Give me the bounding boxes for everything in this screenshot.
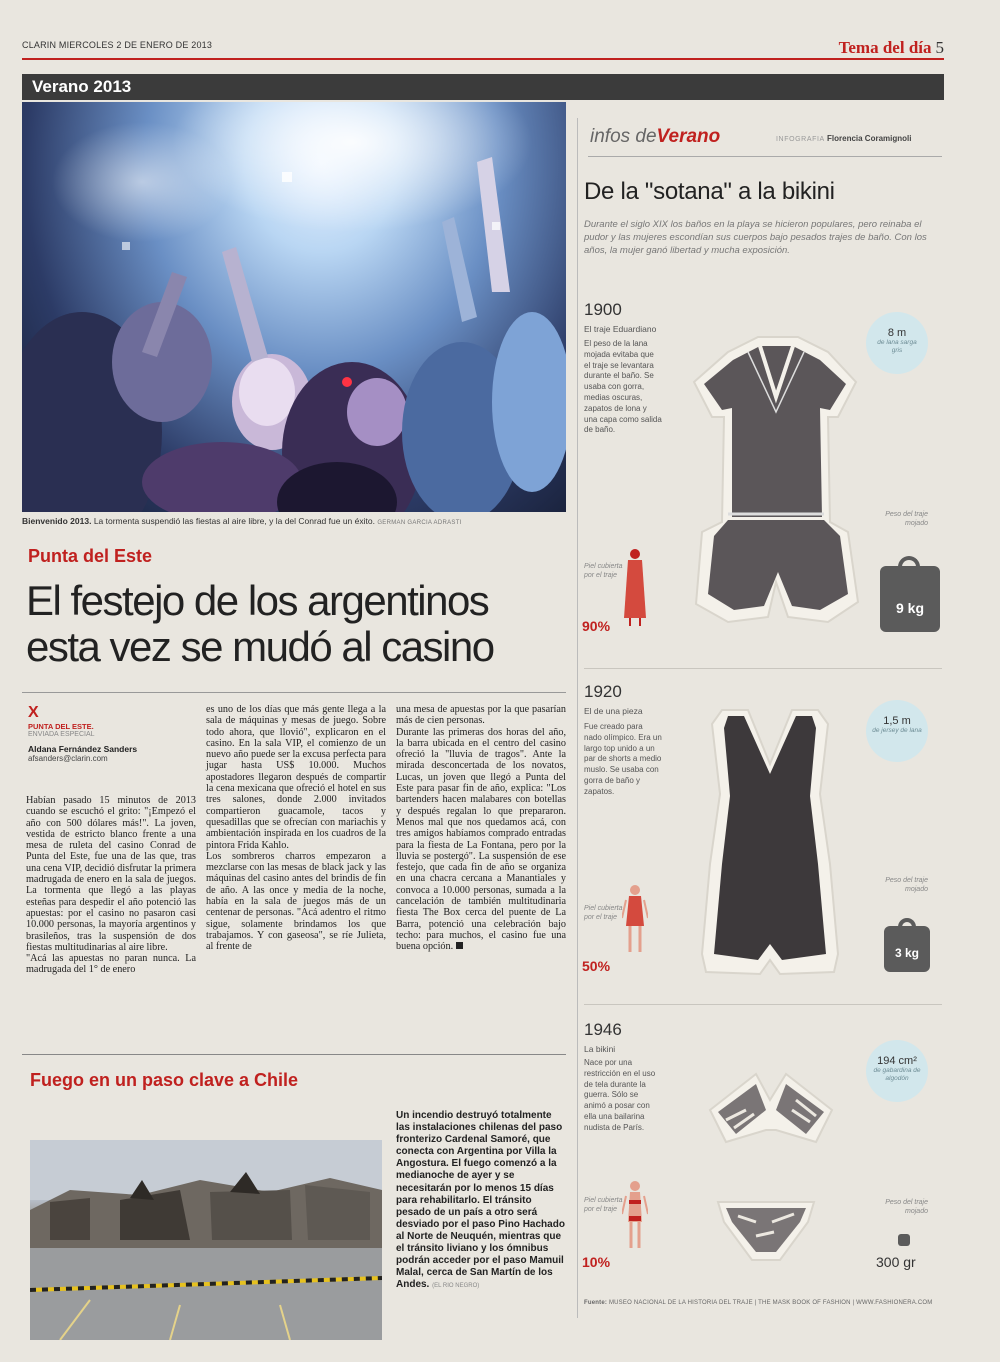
weight-icon bbox=[884, 926, 930, 972]
headline-line-2: esta vez se mudó al casino bbox=[26, 623, 494, 670]
fabric-value: 8 m bbox=[887, 327, 907, 339]
masthead-rule bbox=[22, 58, 944, 60]
fire-body: Un incendio destruyó totalmente las instalaciones chilenas del paso fronterizo Cardenal Samoré, que conecta con Argentina por Villa la Angostura. El fuego comenzó a la medianoche de ayer y se necesitarán por lo menos 15 días para rehabilitarlo. El tránsito pesado de un país a otro será desviado por el paso Pino Hachado al Norte de Neuquén, mientras que el tránsito liviano y los ómnibus podrán acceder por el paso Mamuil Malal, cerca de San Martín de los Andes. bbox=[396, 1110, 565, 1291]
section-bar bbox=[22, 74, 944, 100]
infographic-header bbox=[590, 126, 944, 152]
photo-credit: GERMAN GARCIA ADRASTI bbox=[377, 520, 462, 526]
fabric-value: 194 cm² bbox=[877, 1055, 917, 1067]
fabric-label: de lana sarga gris bbox=[877, 339, 917, 354]
brand-prefix: infos de bbox=[590, 126, 657, 147]
era-description: Fue creado para nado olímpico. Era un largo top unido a un par de shorts a medio muslo. Se usaba con gorra de baño y zapatos. bbox=[584, 722, 662, 796]
weight-value: 9 kg bbox=[895, 600, 924, 616]
fabric-bubble bbox=[866, 1040, 928, 1102]
era-name: El de una pieza bbox=[584, 706, 643, 716]
brand-suffix: Verano bbox=[656, 126, 721, 147]
party-photo-art bbox=[22, 102, 566, 512]
fabric-label: de jersey de lana bbox=[872, 727, 922, 734]
weight-icon bbox=[898, 1234, 910, 1246]
article-column-3 bbox=[396, 704, 566, 953]
article-column-1: Habían pasado 15 minutos de 2013 cuando se escuchó el grito: "¡Empezó el año con 500 dólares más!". La joven, vestida de estricto blanco frente a una mesa de ruleta del casino Conrad de Punta del Este, fue una de las que, tras una cena VIP, decidió disfrutar la primera madrugada de enero en la sala de juegos. La tormenta que llegó a las playas esteñas para despedir el año potenció las apuestas: por el casino no pasaron casi 10.000 personas, la mayoría argentinos y brasileños, tras la suspensión de dos fiestas multitudinarias al aire libre. "Acá las apuestas no paran nunca. La madrugada del 1° de enero bbox=[26, 795, 196, 976]
party-photo bbox=[22, 102, 566, 512]
bikini-bottom-illustration bbox=[716, 1192, 816, 1269]
section-name: Tema del día bbox=[838, 38, 932, 57]
fabric-value: 1,5 m bbox=[883, 715, 911, 727]
fabric-label: de gabardina de algodón bbox=[873, 1067, 921, 1082]
fire-photo-art bbox=[30, 1140, 382, 1340]
infographic-header-rule bbox=[588, 156, 942, 157]
infographic-credit bbox=[776, 134, 911, 143]
credit-name: Florencia Coramignoli bbox=[827, 134, 912, 143]
source-label: Fuente: bbox=[584, 1300, 608, 1306]
fire-photo bbox=[30, 1140, 382, 1340]
story-divider bbox=[22, 1054, 566, 1055]
column-divider bbox=[577, 118, 578, 1318]
fire-headline: Fuego en un paso clave a Chile bbox=[30, 1070, 299, 1090]
article-column-3-text: una mesa de apuestas por la que pasarían más de cien personas. Durante las primeras dos horas del año, la barra ubicada en el centro del casino ofreció la "lluvia de tragos". Ante la mirada desconcertada de los novatos, Lucas, un joven que llegó a Punta del Este para pasar fin de año, explica: "Los bartenders hacen malabares con botellas y después regalan lo que prepararon. Menos mal que nos quedamos acá, con tres amigos habíamos comprado entradas para la fiesta de La Fontana, pero por la lluvia se postergó". La suspensión de ese festejo, que cada fin de año se organiza en una chacra cercana a Manantiales y convoca a 10.000 personas, sumada a la cancelación de también multitudinaria fiesta The Box cerca del puente de La Barra, potenció una celebración bajo techo: para muchos, el casino fue una buena opción. bbox=[396, 704, 566, 953]
byline-place: PUNTA DEL ESTE. bbox=[28, 722, 94, 731]
byline-mark: X bbox=[28, 704, 39, 721]
weight-label: Peso del traje mojado bbox=[885, 511, 928, 527]
era-name: La bikini bbox=[584, 1044, 616, 1054]
masthead-section bbox=[839, 38, 944, 58]
section-bar-title: Verano 2013 bbox=[32, 77, 132, 96]
photo-caption bbox=[22, 516, 566, 526]
byline-author: Aldana Fernández Sanders bbox=[28, 744, 138, 754]
coverage-percent: 90% bbox=[582, 618, 611, 634]
era-year: 1900 bbox=[584, 300, 622, 319]
era-description: El peso de la lana mojada evitaba que el traje se levantara durante el baño. Se usaba con gorra, medias oscuras, zapatos de lona y una capa como salida de baño. bbox=[584, 339, 662, 435]
source-line bbox=[584, 1300, 944, 1306]
coverage-label: Piel cubierta por el traje bbox=[584, 563, 623, 579]
masthead-dateline: CLARIN MIERCOLES 2 DE ENERO DE 2013 bbox=[22, 40, 213, 50]
era-divider bbox=[584, 1004, 942, 1005]
coverage-percent: 50% bbox=[582, 958, 611, 974]
fabric-bubble bbox=[866, 312, 928, 374]
woman-figure-icon bbox=[622, 548, 648, 633]
infographic-brand bbox=[590, 126, 720, 148]
headline-line-1: El festejo de los argentinos bbox=[26, 577, 489, 624]
credit-label: INFOGRAFIA bbox=[776, 136, 825, 143]
infographic-title: De la "sotana" a la bikini bbox=[584, 178, 835, 205]
coverage-label: Piel cubierta por el traje bbox=[584, 905, 623, 921]
story-headline bbox=[26, 578, 566, 670]
eduardian-suit-illustration bbox=[688, 322, 863, 647]
era-year: 1946 bbox=[584, 1020, 622, 1039]
fabric-bubble bbox=[866, 700, 928, 762]
caption-text: La tormenta suspendió las fiestas al aire libre, y la del Conrad fue un éxito. bbox=[91, 516, 375, 526]
fire-text bbox=[396, 1110, 566, 1292]
page-number: 5 bbox=[935, 38, 944, 57]
caption-bold: Bienvenido 2013. bbox=[22, 516, 92, 526]
fire-credit: (EL RIO NEGRO) bbox=[432, 1283, 480, 1290]
era-year: 1920 bbox=[584, 682, 622, 701]
infographic-intro: Durante el siglo XIX los baños en la playa se hicieron populares, pero reinaba el pudor y las mujeres escondían sus cuerpos bajo pesados trajes de baño. Con los años, la mujer ganó libertad y mucha exposición. bbox=[584, 219, 927, 256]
article-column-2: es uno de los días que más gente llega a la sala de máquinas y mesas de juego. Sobre todo ahora, que llovió", explicaron en el casino. En la sala VIP, el comienzo de un nuevo año puede ser la excusa perfecta para jugar hasta US$ 10.000. Muchos apostadores llegaron después de compartir la cena mexicana que ofreció el hotel en sus tres salones, donde 2.000 invitados compartieron guacamole, tacos y quesadillas que se ofrecían con mariachis y ambientación inspirada en los cuadros de la pintora Frida Kahlo. Los sombreros charros empezaron a mezclarse con las mesas de black jack y las máquinas del casino antes del brindis de fin de año. A las once y media de la noche, había en la sala de juegos más de un centenar de personas. "Acá adentro el ritmo sigue, solamente brindamos los que trabajamos. Y con gaseosa", se ríe Julieta, al frente de bbox=[206, 704, 386, 953]
era-name: El traje Eduardiano bbox=[584, 324, 657, 334]
weight-value: 3 kg bbox=[894, 946, 919, 960]
byline-role: ENVIADA ESPECIAL bbox=[28, 731, 95, 738]
woman-figure-icon bbox=[622, 884, 648, 959]
end-mark bbox=[456, 942, 463, 949]
coverage-label: Piel cubierta por el traje bbox=[584, 1197, 623, 1213]
era-divider bbox=[584, 668, 942, 669]
weight-value: 300 gr bbox=[876, 1254, 916, 1270]
weight-label: Peso del traje mojado bbox=[885, 877, 928, 893]
story-kicker: Punta del Este bbox=[28, 546, 153, 566]
bikini-top-illustration bbox=[706, 1070, 836, 1151]
source-text: MUSEO NACIONAL DE LA HISTORIA DEL TRAJE | THE MASK BOOK OF FASHION | WWW.FASHIONERA.COM bbox=[608, 1300, 933, 1306]
coverage-percent: 10% bbox=[582, 1254, 611, 1270]
headline-rule bbox=[22, 692, 566, 693]
weight-label: Peso del traje mojado bbox=[885, 1199, 928, 1215]
weight-icon bbox=[880, 566, 940, 632]
era-description: Nace por una restricción en el uso de tela durante la guerra. Sólo se animó a posar con ella una bailarina nudista de París. bbox=[584, 1058, 656, 1132]
byline bbox=[28, 706, 188, 763]
byline-email[interactable]: afsanders@clarin.com bbox=[28, 754, 108, 763]
woman-figure-icon bbox=[622, 1180, 648, 1255]
one-piece-suit-illustration bbox=[700, 704, 840, 989]
